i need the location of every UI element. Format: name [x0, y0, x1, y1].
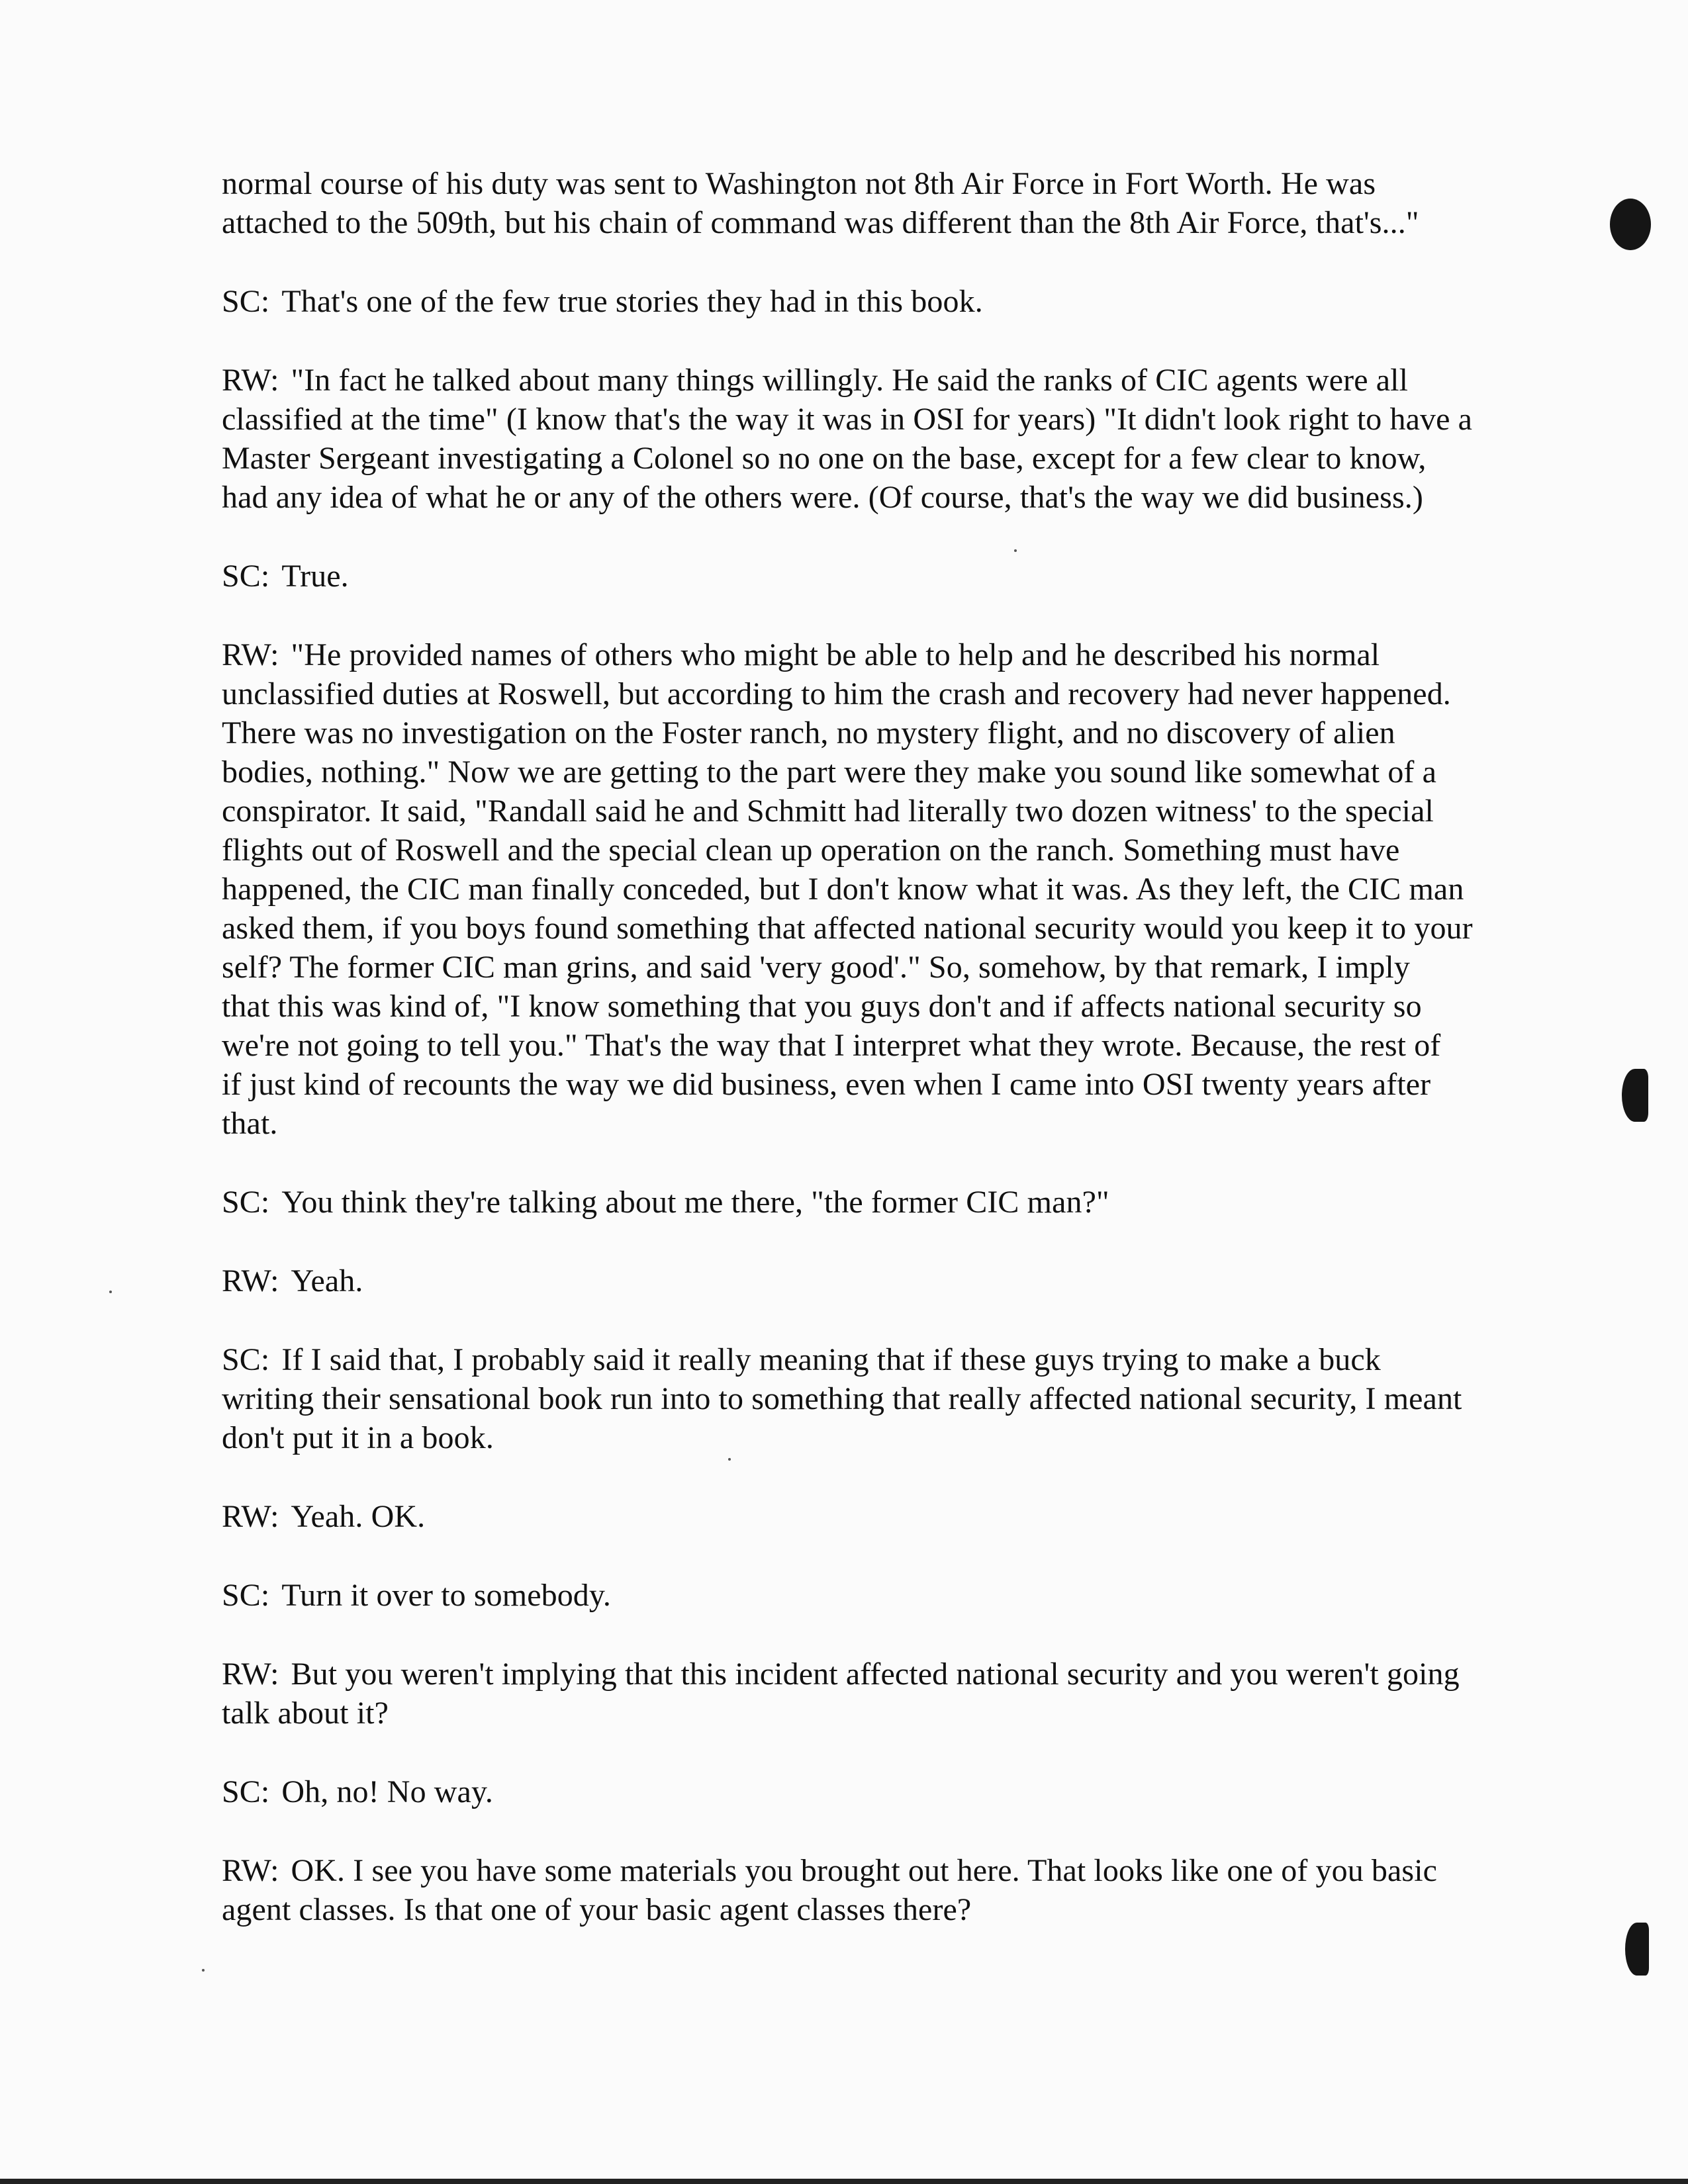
text-line: agent classes. Is that one of your basic agent classes there?	[222, 1892, 972, 1927]
utterance-text: True.	[281, 559, 349, 594]
utterance-text: If I said that, I probably said it really meaning that if these guys trying to make a buck	[281, 1342, 1381, 1377]
transcript-body	[222, 164, 1559, 1969]
text-line	[222, 1261, 1559, 1300]
text-line	[222, 1772, 1559, 1811]
utterance-text: OK. I see you have some materials you brought out here. That looks like one of you basic	[291, 1853, 1438, 1888]
scan-speck	[1014, 549, 1017, 552]
text-line: conspirator. It said, "Randall said he and Schmitt had literally two dozen witness' to the special	[222, 794, 1434, 829]
speaker-label: RW:	[222, 1853, 279, 1888]
speaker-label: RW:	[222, 637, 279, 672]
transcript-paragraph	[222, 557, 1559, 596]
transcript-paragraph	[222, 1851, 1559, 1929]
speaker-label: RW:	[222, 1263, 279, 1298]
text-line: had any idea of what he or any of the others were. (Of course, that's the way we did business.)	[222, 480, 1423, 515]
speaker-label: SC:	[222, 1342, 270, 1377]
text-line: don't put it in a book.	[222, 1420, 494, 1455]
text-line	[222, 557, 1559, 596]
text-line: that.	[222, 1106, 278, 1141]
punch-hole	[1622, 1069, 1648, 1122]
text-line: unclassified duties at Roswell, but according to him the crash and recovery had never happened.	[222, 676, 1451, 711]
utterance-text: But you weren't implying that this incident affected national security and you weren't going	[291, 1657, 1460, 1692]
text-line	[222, 1576, 1559, 1615]
utterance-text: That's one of the few true stories they had in this book.	[281, 284, 983, 319]
text-line	[222, 1497, 1559, 1536]
speaker-label: RW:	[222, 363, 279, 398]
transcript-paragraph	[222, 1576, 1559, 1615]
transcript-paragraph	[222, 1183, 1559, 1222]
punch-hole	[1610, 199, 1651, 250]
transcript-paragraph	[222, 1261, 1559, 1300]
transcript-paragraph	[222, 635, 1559, 1143]
speaker-label: SC:	[222, 284, 270, 319]
text-line	[222, 1851, 1559, 1890]
text-line: normal course of his duty was sent to Washington not 8th Air Force in Fort Worth. He was	[222, 166, 1376, 201]
text-line: attached to the 509th, but his chain of command was different than the 8th Air Force, that's..."	[222, 205, 1419, 240]
transcript-paragraph	[222, 361, 1559, 517]
transcript-paragraph	[222, 164, 1559, 242]
scan-speck	[728, 1458, 731, 1461]
text-line	[222, 282, 1559, 321]
scan-speck	[109, 1291, 112, 1293]
text-line: happened, the CIC man finally conceded, but I don't know what it was. As they left, the CIC man	[222, 872, 1464, 907]
text-line: bodies, nothing." Now we are getting to the part were they make you sound like somewhat of a	[222, 754, 1437, 790]
text-line: if just kind of recounts the way we did business, even when I came into OSI twenty years after	[222, 1067, 1431, 1102]
text-line: that this was kind of, "I know something that you guys don't and if affects national security so	[222, 989, 1422, 1024]
utterance-text: Oh, no! No way.	[281, 1774, 494, 1809]
speaker-label: RW:	[222, 1499, 279, 1534]
speaker-label: SC:	[222, 1774, 270, 1809]
utterance-text: "He provided names of others who might be able to help and he described his normal	[291, 637, 1380, 672]
utterance-text: "In fact he talked about many things willingly. He said the ranks of CIC agents were all	[291, 363, 1409, 398]
text-line: asked them, if you boys found something that affected national security would you keep it to your	[222, 911, 1473, 946]
text-line	[222, 1340, 1559, 1379]
speaker-label: SC:	[222, 559, 270, 594]
utterance-text: Yeah.	[291, 1263, 363, 1298]
text-line: flights out of Roswell and the special clean up operation on the ranch. Something must have	[222, 833, 1400, 868]
punch-hole	[1625, 1923, 1649, 1976]
scan-bottom-edge	[0, 2179, 1688, 2184]
text-line: we're not going to tell you." That's the way that I interpret what they wrote. Because, the rest of	[222, 1028, 1441, 1063]
text-line	[222, 1183, 1559, 1222]
text-line: Master Sergeant investigating a Colonel so no one on the base, except for a few clear to know,	[222, 441, 1427, 476]
transcript-paragraph	[222, 1340, 1559, 1457]
speaker-label: RW:	[222, 1657, 279, 1692]
utterance-text: Turn it over to somebody.	[281, 1578, 611, 1613]
text-line	[222, 361, 1559, 400]
text-line: There was no investigation on the Foster ranch, no mystery flight, and no discovery of alien	[222, 715, 1395, 751]
transcript-paragraph	[222, 1655, 1559, 1733]
scan-speck	[202, 1969, 205, 1972]
utterance-text: Yeah. OK.	[291, 1499, 426, 1534]
transcript-paragraph	[222, 1772, 1559, 1811]
text-line: classified at the time" (I know that's the way it was in OSI for years) "It didn't look right to have a	[222, 402, 1473, 437]
speaker-label: SC:	[222, 1578, 270, 1613]
text-line: writing their sensational book run into to something that really affected national security, I meant	[222, 1381, 1462, 1416]
text-line: self? The former CIC man grins, and said 'very good'." So, somehow, by that remark, I imply	[222, 950, 1410, 985]
speaker-label: SC:	[222, 1185, 270, 1220]
text-line	[222, 1655, 1559, 1694]
text-line	[222, 635, 1559, 674]
transcript-paragraph	[222, 1497, 1559, 1536]
text-line: talk about it?	[222, 1696, 389, 1731]
utterance-text: You think they're talking about me there, "the former CIC man?"	[281, 1185, 1109, 1220]
transcript-paragraph	[222, 282, 1559, 321]
